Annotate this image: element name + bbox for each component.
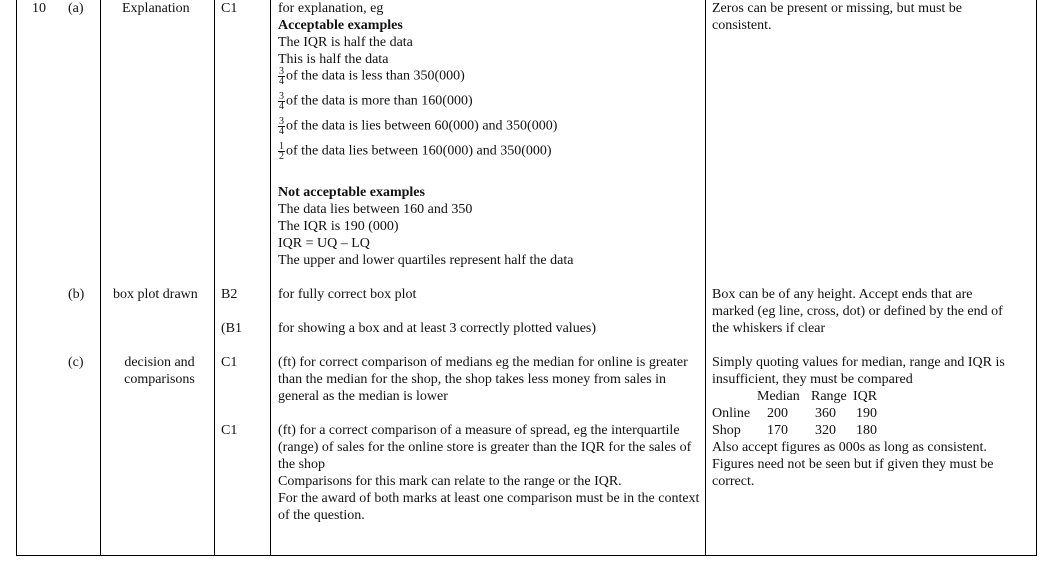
notes-cell: (ft) for a correct comparison of a measure of spread, eg the interquartile (range) of sales for the online store is greater than the IQR for the sales of the shop	[278, 423, 692, 472]
column-divider	[705, 0, 706, 556]
answer-cell: decision and comparisons	[124, 355, 195, 387]
not-acceptable-heading: Not acceptable examples	[278, 185, 425, 200]
table-border-right	[1036, 0, 1037, 556]
mark-code: (B1	[221, 321, 242, 336]
fraction-example: $\frac{1}{2}$ of the data lies between 160(000) and 350(000)	[279, 141, 552, 162]
table-border-left	[16, 0, 17, 556]
guidance-cell: Simply quoting values for median, range and IQR is insufficient, they must be compared	[712, 355, 1005, 387]
answer-cell: box plot drawn	[113, 287, 198, 302]
guidance-cell: Zeros can be present or missing, but must be consistent.	[712, 1, 963, 33]
fraction-example: $\frac{3}{4}$ of the data is less than 350(000)	[279, 66, 465, 87]
table-header: Range	[811, 389, 847, 404]
acceptable-example: This is half the data	[278, 52, 389, 67]
column-divider	[214, 0, 215, 556]
mark-code: C1	[221, 1, 238, 16]
guidance-cell: Also accept figures as 000s as long as consistent. Figures need not be seen but if given they must be correct.	[712, 440, 994, 489]
mark-code: C1	[221, 423, 238, 438]
notes-cell: (ft) for correct comparison of medians eg the median for online is greater than the median for the shop, the shop takes less money from sales in general as the median is lower	[278, 355, 688, 404]
mark-code: C1	[221, 355, 238, 370]
part-label: (a)	[68, 1, 84, 16]
answer-cell: Explanation	[122, 1, 190, 16]
mark-code: B2	[221, 287, 238, 302]
table-cell: 190	[856, 406, 877, 421]
fraction: $\frac{3}{4}$	[279, 116, 284, 137]
table-cell: 200	[767, 406, 788, 421]
acceptable-example: The IQR is half the data	[278, 35, 413, 50]
table-cell: 320	[815, 423, 836, 438]
fraction: $\frac{1}{2}$	[279, 141, 284, 162]
fraction: $\frac{3}{4}$	[279, 91, 284, 112]
table-cell: 180	[856, 423, 877, 438]
notes-intro: for explanation, eg	[278, 1, 384, 16]
table-row-label: Online	[712, 406, 751, 421]
fraction-example: $\frac{3}{4}$ of the data is lies between 60(000) and 350(000)	[279, 116, 558, 137]
not-acceptable-example: The upper and lower quartiles represent half the data	[278, 253, 574, 268]
column-divider	[100, 0, 101, 556]
notes-cell: for showing a box and at least 3 correctly plotted values)	[278, 321, 597, 336]
fraction-example: $\frac{3}{4}$ of the data is more than 160(000)	[279, 91, 473, 112]
column-divider	[270, 0, 271, 556]
not-acceptable-example: The data lies between 160 and 350	[278, 202, 473, 217]
table-header: IQR	[853, 389, 878, 404]
table-header: Median	[757, 389, 800, 404]
notes-extra: For the award of both marks at least one comparison must be in the context of the question.	[278, 491, 700, 523]
part-label: (b)	[68, 287, 85, 302]
fraction: $\frac{3}{4}$	[279, 66, 284, 87]
question-number: 10	[32, 1, 46, 16]
notes-extra: Comparisons for this mark can relate to the range or the IQR.	[278, 474, 622, 489]
not-acceptable-example: IQR = UQ – LQ	[278, 236, 370, 251]
table-border-bottom	[16, 555, 1037, 556]
table-row-label: Shop	[712, 423, 741, 438]
notes-cell: for fully correct box plot	[278, 287, 417, 302]
acceptable-heading: Acceptable examples	[278, 18, 403, 33]
guidance-cell: Box can be of any height. Accept ends that are marked (eg line, cross, dot) or defined by the end of the whiskers if clear	[712, 287, 1003, 336]
part-label: (c)	[68, 355, 84, 370]
table-cell: 360	[815, 406, 836, 421]
table-cell: 170	[767, 423, 788, 438]
not-acceptable-example: The IQR is 190 (000)	[278, 219, 399, 234]
